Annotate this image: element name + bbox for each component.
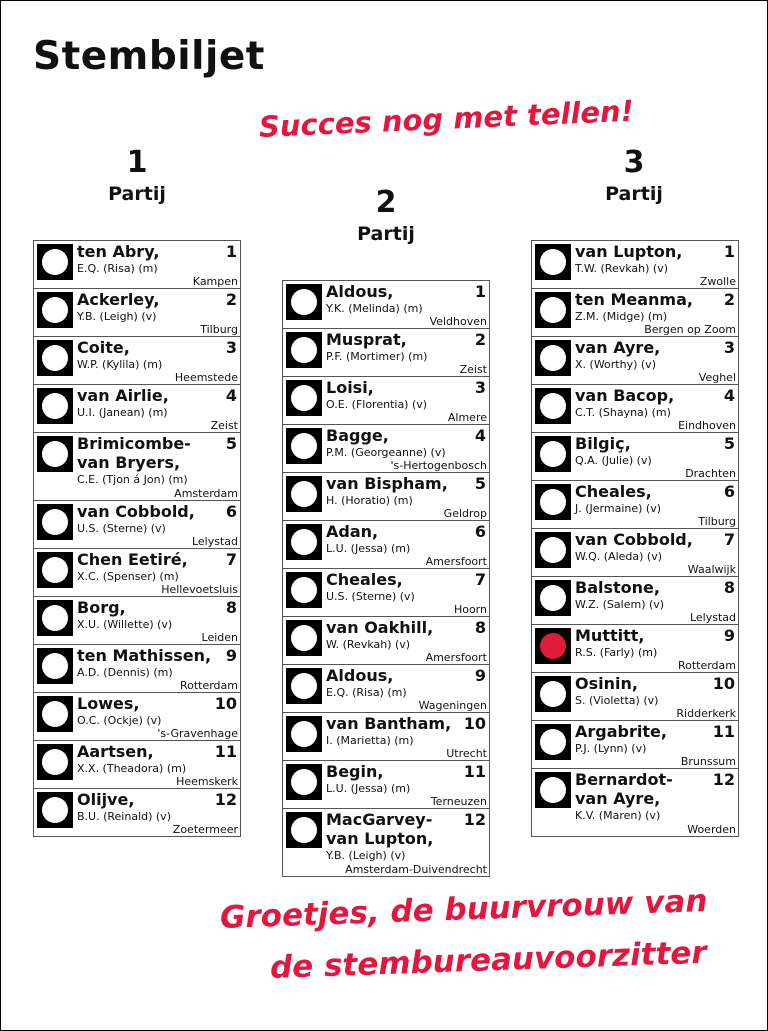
candidate-initials: Q.A. (Julie) (v) [575, 454, 652, 467]
vote-mark-empty[interactable] [291, 769, 317, 795]
vote-box[interactable] [535, 436, 571, 472]
candidate-number: 4 [474, 426, 486, 445]
candidate-city: Eindhoven [678, 419, 736, 432]
candidate-name: van Ayre, [575, 338, 661, 357]
vote-mark-empty[interactable] [540, 345, 566, 371]
handwritten-message-bottom-line2: de stembureauvoorzitter [269, 934, 708, 986]
candidate-city: Zeist [210, 419, 238, 432]
candidate-city: Rotterdam [677, 659, 736, 672]
candidate-initials: X.X. (Theadora) (m) [77, 762, 187, 775]
candidate-row[interactable] [532, 241, 738, 289]
vote-box[interactable] [37, 292, 73, 328]
vote-mark-empty[interactable] [291, 721, 317, 747]
candidate-name: Balstone, [575, 578, 660, 597]
candidate-number: 3 [723, 338, 735, 357]
vote-mark-empty[interactable] [42, 749, 68, 775]
candidate-initials: T.W. (Revkah) (v) [575, 262, 669, 275]
candidate-number: 10 [463, 714, 486, 733]
candidate-row[interactable] [532, 433, 738, 481]
party-label: Partij [357, 223, 415, 245]
candidate-city: Heemstede [174, 371, 238, 384]
vote-mark-empty[interactable] [291, 673, 317, 699]
candidate-city: Utrecht [446, 747, 487, 760]
handwritten-message-top: Succes nog met tellen! [258, 93, 635, 144]
vote-mark-empty[interactable] [42, 557, 68, 583]
candidate-name: Lowes, [77, 694, 140, 713]
candidate-city: Woerden [687, 823, 736, 836]
vote-mark-empty[interactable] [42, 393, 68, 419]
candidate-city: Leiden [201, 631, 238, 644]
party-number: 2 [375, 185, 397, 220]
vote-mark-empty[interactable] [42, 441, 68, 467]
candidate-row[interactable] [283, 281, 489, 329]
candidate-name: Chen Eetiré, [77, 550, 188, 569]
candidate-city: Hoorn [453, 603, 487, 616]
candidate-row[interactable] [283, 713, 489, 761]
candidate-initials: Y.B. (Leigh) (v) [77, 310, 157, 323]
candidate-name: ten Abry, [77, 242, 160, 261]
candidate-name: Olijve, [77, 790, 135, 809]
vote-mark-empty[interactable] [42, 345, 68, 371]
candidate-number: 11 [463, 762, 486, 781]
candidate-initials: J. (Jermaine) (v) [575, 502, 662, 515]
party-header-2 [281, 186, 491, 246]
candidate-name: Bernardot- van Ayre, [575, 770, 673, 808]
vote-mark-empty[interactable] [291, 337, 317, 363]
candidate-initials: A.D. (Dennis) (m) [77, 666, 173, 679]
candidate-city: Tilburg [698, 515, 736, 528]
candidate-name: Osinin, [575, 674, 638, 693]
candidate-initials: W.P. (Kylila) (m) [77, 358, 163, 371]
candidate-name: van Cobbold, [575, 530, 693, 549]
candidate-name: van Oakhill, [326, 618, 434, 637]
candidate-initials: U.I. (Janean) (m) [77, 406, 168, 419]
candidate-city: Zwolle [699, 275, 736, 288]
candidate-number: 6 [474, 522, 486, 541]
candidate-number: 3 [474, 378, 486, 397]
candidate-name: Brimicombe- van Bryers, [77, 434, 191, 472]
vote-box[interactable] [37, 744, 73, 780]
candidate-name: ten Meanma, [575, 290, 693, 309]
vote-mark-empty[interactable] [291, 385, 317, 411]
vote-box[interactable] [535, 580, 571, 616]
candidate-row[interactable] [283, 665, 489, 713]
candidate-row[interactable] [532, 337, 738, 385]
candidate-name: Coite, [77, 338, 130, 357]
candidate-name: Adan, [326, 522, 379, 541]
candidate-row[interactable] [532, 481, 738, 529]
candidate-city: Tilburg [200, 323, 238, 336]
candidate-row[interactable] [532, 529, 738, 577]
candidate-list-party-3 [531, 240, 739, 837]
candidate-name: Bilgiç, [575, 434, 631, 453]
candidate-number: 7 [225, 550, 237, 569]
vote-box[interactable] [535, 772, 571, 808]
party-header-3 [529, 146, 739, 206]
candidate-initials: W.Z. (Salem) (v) [575, 598, 665, 611]
vote-mark-empty[interactable] [291, 289, 317, 315]
candidate-row[interactable] [532, 289, 738, 337]
vote-box[interactable] [37, 504, 73, 540]
candidate-name: Musprat, [326, 330, 407, 349]
candidate-city: Lelystad [191, 535, 238, 548]
vote-mark-empty[interactable] [42, 797, 68, 823]
candidate-city: Bergen op Zoom [644, 323, 736, 336]
vote-mark-empty[interactable] [42, 509, 68, 535]
candidate-city: Zoetermeer [172, 823, 238, 836]
vote-box[interactable] [535, 340, 571, 376]
candidate-initials: Z.M. (Midge) (m) [575, 310, 668, 323]
candidate-name: Cheales, [326, 570, 403, 589]
candidate-list-party-2 [282, 280, 490, 877]
candidate-number: 1 [225, 242, 237, 261]
vote-mark-filled[interactable] [540, 633, 566, 659]
vote-mark-empty[interactable] [540, 393, 566, 419]
candidate-number: 5 [723, 434, 735, 453]
candidate-city: 's-Hertogenbosch [390, 459, 487, 472]
vote-mark-empty[interactable] [291, 433, 317, 459]
candidate-number: 12 [712, 770, 735, 789]
candidate-initials: P.J. (Lynn) (v) [575, 742, 647, 755]
vote-mark-empty[interactable] [540, 489, 566, 515]
candidate-initials: C.E. (Tjon á Jon) (m) [77, 473, 188, 486]
candidate-number: 7 [474, 570, 486, 589]
candidate-name: Cheales, [575, 482, 652, 501]
vote-box[interactable] [286, 764, 322, 800]
vote-mark-empty[interactable] [540, 441, 566, 467]
candidate-name: van Airlie, [77, 386, 169, 405]
candidate-name: Argabrite, [575, 722, 667, 741]
candidate-city: Terneuzen [430, 795, 487, 808]
candidate-number: 8 [723, 578, 735, 597]
candidate-city: Amsterdam-Duivendrecht [345, 863, 487, 876]
candidate-number: 11 [712, 722, 735, 741]
vote-box[interactable] [37, 388, 73, 424]
candidate-row[interactable] [34, 289, 240, 337]
candidate-number: 5 [225, 434, 237, 453]
party-label: Partij [605, 183, 663, 205]
candidate-row[interactable] [532, 577, 738, 625]
candidate-number: 9 [474, 666, 486, 685]
candidate-name: Aartsen, [77, 742, 154, 761]
candidate-name: Aldous, [326, 282, 394, 301]
candidate-city: Ridderkerk [676, 707, 736, 720]
candidate-row[interactable] [283, 521, 489, 569]
candidate-row[interactable] [34, 597, 240, 645]
candidate-city: Veldhoven [429, 315, 487, 328]
party-number: 3 [623, 145, 645, 180]
candidate-initials: O.C. (Ockje) (v) [77, 714, 162, 727]
candidate-number: 5 [474, 474, 486, 493]
candidate-initials: Y.K. (Melinda) (m) [326, 302, 423, 315]
candidate-city: 's-Gravenhage [157, 727, 238, 740]
vote-box[interactable] [286, 812, 322, 848]
candidate-name: Borg, [77, 598, 126, 617]
vote-mark-empty[interactable] [42, 297, 68, 323]
vote-box[interactable] [286, 524, 322, 560]
vote-box[interactable] [37, 552, 73, 588]
vote-mark-empty[interactable] [540, 249, 566, 275]
candidate-initials: E.Q. (Risa) (m) [326, 686, 407, 699]
candidate-initials: B.U. (Reinald) (v) [77, 810, 171, 823]
vote-box[interactable] [535, 388, 571, 424]
candidate-name: Begin, [326, 762, 384, 781]
candidate-city: Waalwijk [687, 563, 736, 576]
candidate-number: 11 [214, 742, 237, 761]
candidate-name: MacGarvey- van Lupton, [326, 810, 434, 848]
vote-box[interactable] [535, 244, 571, 280]
candidate-row[interactable] [34, 385, 240, 433]
party-header-1 [32, 146, 242, 206]
candidate-initials: X. (Worthy) (v) [575, 358, 656, 371]
candidate-row[interactable] [34, 433, 240, 501]
candidate-initials: K.V. (Maren) (v) [575, 809, 661, 822]
candidate-initials: L.U. (Jessa) (m) [326, 542, 411, 555]
vote-box[interactable] [535, 676, 571, 712]
candidate-name: Loisi, [326, 378, 374, 397]
vote-mark-empty[interactable] [291, 625, 317, 651]
candidate-number: 2 [723, 290, 735, 309]
candidate-initials: X.U. (Willette) (v) [77, 618, 173, 631]
vote-mark-empty[interactable] [42, 701, 68, 727]
candidate-city: Amersfoort [425, 651, 487, 664]
vote-mark-empty[interactable] [291, 817, 317, 843]
candidate-row[interactable] [532, 769, 738, 837]
candidate-city: Amsterdam [174, 487, 238, 500]
vote-box[interactable] [286, 620, 322, 656]
candidate-row[interactable] [283, 809, 489, 877]
candidate-number: 8 [225, 598, 237, 617]
candidate-name: van Cobbold, [77, 502, 195, 521]
vote-box[interactable] [286, 716, 322, 752]
candidate-row[interactable] [283, 761, 489, 809]
candidate-number: 2 [225, 290, 237, 309]
candidate-initials: I. (Marietta) (m) [326, 734, 414, 747]
vote-box[interactable] [286, 284, 322, 320]
candidate-initials: E.Q. (Risa) (m) [77, 262, 158, 275]
candidate-row[interactable] [34, 789, 240, 837]
vote-mark-empty[interactable] [540, 681, 566, 707]
vote-box[interactable] [286, 380, 322, 416]
candidate-initials: C.T. (Shayna) (m) [575, 406, 671, 419]
vote-box[interactable] [286, 668, 322, 704]
candidate-number: 6 [723, 482, 735, 501]
candidate-row[interactable] [532, 385, 738, 433]
candidate-row[interactable] [283, 569, 489, 617]
candidate-initials: P.F. (Mortimer) (m) [326, 350, 428, 363]
candidate-number: 8 [474, 618, 486, 637]
vote-box[interactable] [37, 436, 73, 472]
vote-mark-empty[interactable] [42, 653, 68, 679]
handwritten-message-bottom-line1: Groetjes, de buurvrouw van [219, 882, 709, 936]
candidate-row[interactable] [34, 241, 240, 289]
candidate-number: 12 [463, 810, 486, 829]
vote-box[interactable] [535, 292, 571, 328]
candidate-city: Drachten [685, 467, 736, 480]
candidate-number: 3 [225, 338, 237, 357]
candidate-name: van Bispham, [326, 474, 448, 493]
vote-box[interactable] [286, 476, 322, 512]
candidate-number: 1 [723, 242, 735, 261]
vote-mark-empty[interactable] [540, 585, 566, 611]
candidate-initials: X.C. (Spenser) (m) [77, 570, 179, 583]
candidate-row[interactable] [532, 673, 738, 721]
candidate-row[interactable] [532, 721, 738, 769]
candidate-name: van Bacop, [575, 386, 675, 405]
candidate-initials: P.M. (Georgeanne) (v) [326, 446, 446, 459]
vote-box[interactable] [286, 332, 322, 368]
vote-mark-empty[interactable] [540, 777, 566, 803]
candidate-city: Rotterdam [179, 679, 238, 692]
candidate-initials: H. (Horatio) (m) [326, 494, 413, 507]
candidate-row[interactable] [283, 377, 489, 425]
candidate-number: 4 [225, 386, 237, 405]
vote-box[interactable] [535, 628, 571, 664]
candidate-initials: U.S. (Sterne) (v) [326, 590, 415, 603]
candidate-initials: Y.B. (Leigh) (v) [326, 849, 406, 862]
party-label: Partij [108, 183, 166, 205]
vote-box[interactable] [37, 600, 73, 636]
candidate-city: Hellevoetsluis [161, 583, 238, 596]
candidate-name: van Lupton, [575, 242, 683, 261]
candidate-city: Zeist [459, 363, 487, 376]
candidate-initials: L.U. (Jessa) (m) [326, 782, 411, 795]
candidate-row[interactable] [283, 473, 489, 521]
candidate-city: Geldrop [443, 507, 487, 520]
candidate-city: Kampen [192, 275, 238, 288]
vote-box[interactable] [37, 792, 73, 828]
vote-box[interactable] [286, 428, 322, 464]
vote-mark-empty[interactable] [42, 249, 68, 275]
candidate-list-party-1 [33, 240, 241, 837]
vote-mark-empty[interactable] [291, 529, 317, 555]
candidate-row[interactable] [34, 549, 240, 597]
candidate-row[interactable] [34, 693, 240, 741]
candidate-initials: R.S. (Farly) (m) [575, 646, 658, 659]
vote-mark-empty[interactable] [540, 729, 566, 755]
candidate-row[interactable] [283, 617, 489, 665]
candidate-number: 2 [474, 330, 486, 349]
vote-box[interactable] [535, 484, 571, 520]
candidate-row[interactable] [34, 645, 240, 693]
candidate-name: Muttitt, [575, 626, 645, 645]
candidate-row[interactable] [532, 625, 738, 673]
candidate-initials: S. (Violetta) (v) [575, 694, 659, 707]
candidate-number: 10 [712, 674, 735, 693]
ballot-title: Stembiljet [33, 34, 265, 79]
vote-mark-empty[interactable] [540, 537, 566, 563]
candidate-city: Wageningen [418, 699, 487, 712]
vote-box[interactable] [37, 648, 73, 684]
candidate-city: Brunssum [680, 755, 736, 768]
vote-box[interactable] [37, 244, 73, 280]
candidate-name: Aldous, [326, 666, 394, 685]
candidate-initials: W.Q. (Aleda) (v) [575, 550, 663, 563]
candidate-initials: W. (Revkah) (v) [326, 638, 411, 651]
candidate-number: 10 [214, 694, 237, 713]
candidate-row[interactable] [34, 501, 240, 549]
candidate-row[interactable] [34, 741, 240, 789]
candidate-number: 6 [225, 502, 237, 521]
candidate-row[interactable] [283, 425, 489, 473]
vote-box[interactable] [535, 724, 571, 760]
vote-box[interactable] [286, 572, 322, 608]
vote-box[interactable] [37, 696, 73, 732]
candidate-name: Bagge, [326, 426, 389, 445]
candidate-number: 9 [225, 646, 237, 665]
candidate-number: 7 [723, 530, 735, 549]
vote-box[interactable] [37, 340, 73, 376]
candidate-name: van Bantham, [326, 714, 452, 733]
candidate-row[interactable] [34, 337, 240, 385]
party-number: 1 [126, 145, 148, 180]
candidate-city: Veghel [698, 371, 736, 384]
vote-mark-empty[interactable] [291, 577, 317, 603]
vote-mark-empty[interactable] [291, 481, 317, 507]
candidate-number: 12 [214, 790, 237, 809]
candidate-initials: O.E. (Florentia) (v) [326, 398, 428, 411]
vote-box[interactable] [535, 532, 571, 568]
candidate-city: Almere [447, 411, 487, 424]
candidate-row[interactable] [283, 329, 489, 377]
vote-mark-empty[interactable] [540, 297, 566, 323]
candidate-city: Lelystad [689, 611, 736, 624]
candidate-name: ten Mathissen, [77, 646, 212, 665]
vote-mark-empty[interactable] [42, 605, 68, 631]
candidate-number: 1 [474, 282, 486, 301]
candidate-name: Ackerley, [77, 290, 160, 309]
candidate-city: Heemskerk [176, 775, 238, 788]
candidate-city: Amersfoort [425, 555, 487, 568]
candidate-initials: U.S. (Sterne) (v) [77, 522, 166, 535]
candidate-number: 4 [723, 386, 735, 405]
candidate-number: 9 [723, 626, 735, 645]
